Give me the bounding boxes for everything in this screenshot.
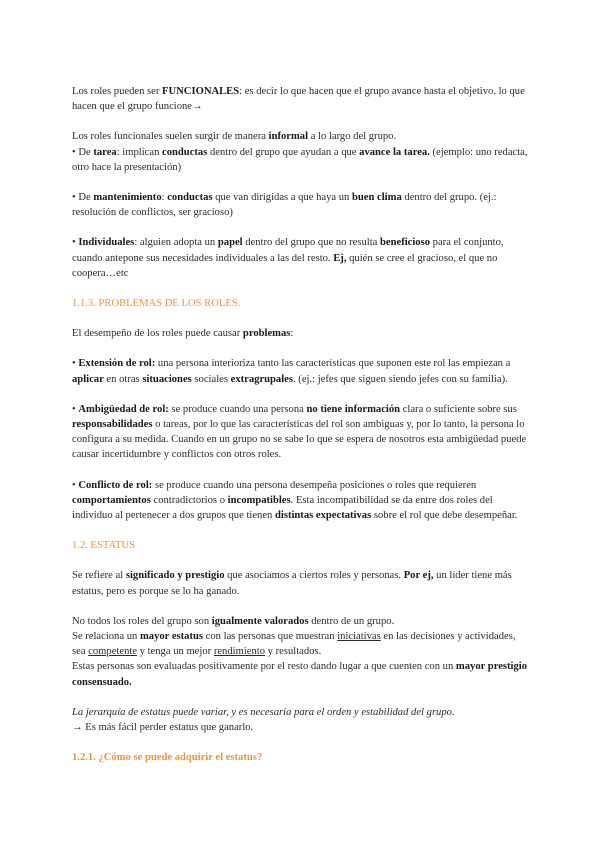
- paragraph-perder-estatus: → Es más fácil perder estatus que ganarlo.: [72, 722, 254, 734]
- bullet-mantenimiento: • De mantenimiento: conductas que van dirigidas a que haya un buen clima dentro del grupo. (ej.: resolución de conflictos, ser gracioso): [72, 192, 497, 219]
- paragraph-roles-funcionales: Los roles pueden ser FUNCIONALES: es decir lo que hacen que el grupo avance hasta el objetivo. lo que hacen que el grupo funcione→: [72, 86, 525, 113]
- bullet-individuales: • Individuales: alguien adopta un papel dentro del grupo que no resulta beneficioso para el conjunto, cuando antepone sus necesidades individuales a las del resto. Ej, quién se cree el gracioso, el que no coopera…etc: [72, 237, 504, 279]
- paragraph-roles-informal: Los roles funcionales suelen surgir de manera informal a lo largo del grupo.: [72, 131, 397, 143]
- paragraph-jerarquia: La jerarquía de estatus puede variar, y es necesaria para el orden y estabilidad del grupo.: [72, 706, 455, 718]
- bullet-ambiguedad-rol: • Ambigüedad de rol: se produce cuando una persona no tiene información clara o suficiente sobre sus responsabilidades o tareas, por lo que las características del rol son ambiguas y, por lo tanto, la persona lo configura a su medida. Cuando en un grupo no se sabe lo que se espera de nosotros esta ambigüedad puede causar incertidumbre y conflictos con otros roles.: [72, 403, 527, 461]
- document-body: [72, 84, 528, 766]
- paragraph-estas-personas: Estas personas son evaluadas positivamente por el resto dando lugar a que cuenten con un mayor prestigio consensuado.: [72, 661, 528, 688]
- paragraph-relaciona: Se relaciona un mayor estatus con las personas que muestran iniciativas en las decisiones y actividades, sea competente y tenga un mejor rendimiento y resultados.: [72, 631, 516, 658]
- section-heading-adquirir-estatus: 1.2.1. ¿Cómo se puede adquirir el estatus?: [72, 752, 263, 764]
- bullet-extension-rol: • Extensión de rol: una persona interioriza tanto las características que suponen este rol las empiezan a aplicar en otras situaciones sociales extragrupales. (ej.: jefes que siguen siendo jefes con su familia).: [72, 358, 511, 385]
- paragraph-desempeno: El desempeño de los roles puede causar problemas:: [72, 328, 294, 340]
- paragraph-no-todos: No todos los roles del grupo son igualmente valorados dentro de un grupo.: [72, 615, 395, 627]
- bullet-conflicto-rol: • Conflicto de rol: se produce cuando una persona desempeña posiciones o roles que requieren comportamientos contradictorios o incompatibles. Esta incompatibilidad se da entre dos roles del individuo al pertenecer a dos grupos que tienen distintas expectativas sobre el rol que debe desempeñar.: [72, 479, 518, 522]
- section-heading-estatus: 1.2. ESTATUS: [72, 540, 136, 552]
- section-heading-problemas: 1.1.3. PROBLEMAS DE LOS ROLES.: [72, 298, 241, 310]
- paragraph-significado: Se refiere al significado y prestigio que asociamos a ciertos roles y personas. Por ej, un líder tiene más estatus, pero es porque se lo ha ganado.: [72, 570, 512, 597]
- bullet-tarea: • De tarea: implican conductas dentro del grupo que ayudan a que avance la tarea. (ejemplo: uno redacta, otro hace la presentación): [72, 146, 528, 173]
